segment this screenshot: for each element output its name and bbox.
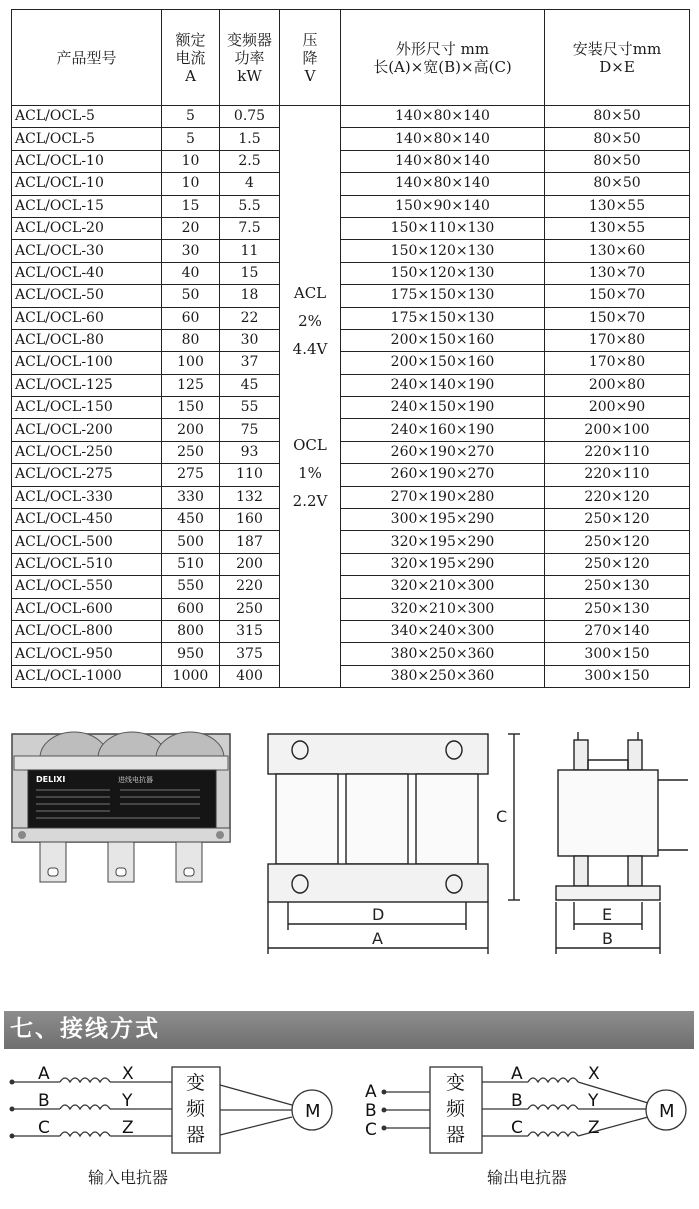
cell-model: ACL/OCL-500 <box>12 531 162 553</box>
cell-mount: 250×120 <box>545 509 690 531</box>
cell-mount: 150×70 <box>545 307 690 329</box>
input-label-y: Y <box>122 1091 133 1111</box>
cell-current: 330 <box>162 486 220 508</box>
input-label-a: A <box>38 1064 50 1084</box>
cell-mount: 170×80 <box>545 329 690 351</box>
cell-power: 7.5 <box>220 217 280 239</box>
cell-power: 0.75 <box>220 106 280 128</box>
cell-current: 60 <box>162 307 220 329</box>
cell-power: 200 <box>220 553 280 575</box>
cell-dims: 270×190×280 <box>341 486 545 508</box>
table-row <box>12 240 690 262</box>
spec-table <box>11 9 690 688</box>
output-inverter-char-3: 器 <box>446 1124 466 1146</box>
cell-mount: 220×120 <box>545 486 690 508</box>
cell-current: 450 <box>162 509 220 531</box>
cell-dims: 150×120×130 <box>341 262 545 284</box>
cell-current: 600 <box>162 598 220 620</box>
cell-power: 160 <box>220 509 280 531</box>
header-voltage: 压 降 V <box>280 10 341 106</box>
table-row <box>12 441 690 463</box>
brand-label: DELIXI <box>36 775 66 784</box>
cell-dims: 320×210×300 <box>341 576 545 598</box>
cell-power: 93 <box>220 441 280 463</box>
cell-dims: 200×150×160 <box>341 352 545 374</box>
cell-model: ACL/OCL-20 <box>12 217 162 239</box>
cell-current: 510 <box>162 553 220 575</box>
cell-model: ACL/OCL-80 <box>12 329 162 351</box>
input-inverter-char-2: 频 <box>186 1098 206 1120</box>
cell-model: ACL/OCL-200 <box>12 419 162 441</box>
side-view-drawing <box>556 732 688 954</box>
reactor-photo <box>12 732 230 882</box>
cell-mount: 300×150 <box>545 665 690 687</box>
cell-current: 80 <box>162 329 220 351</box>
cell-model: ACL/OCL-5 <box>12 106 162 128</box>
table-row <box>12 352 690 374</box>
cell-mount: 220×110 <box>545 464 690 486</box>
cell-model: ACL/OCL-60 <box>12 307 162 329</box>
cell-dims: 150×120×130 <box>341 240 545 262</box>
cell-power: 1.5 <box>220 128 280 150</box>
cell-current: 50 <box>162 285 220 307</box>
cell-model: ACL/OCL-15 <box>12 195 162 217</box>
cell-dims: 140×80×140 <box>341 128 545 150</box>
output-reactor-caption: 输出电抗器 <box>487 1168 568 1187</box>
table-row <box>12 509 690 531</box>
cell-current: 20 <box>162 217 220 239</box>
front-view-drawing <box>268 734 520 954</box>
cell-dims: 150×110×130 <box>341 217 545 239</box>
table-row <box>12 106 690 128</box>
cell-mount: 270×140 <box>545 620 690 642</box>
cell-model: ACL/OCL-550 <box>12 576 162 598</box>
output-inverter-char-1: 变 <box>446 1072 466 1094</box>
cell-current: 30 <box>162 240 220 262</box>
cell-dims: 200×150×160 <box>341 329 545 351</box>
cell-mount: 250×120 <box>545 531 690 553</box>
cell-current: 950 <box>162 643 220 665</box>
voltage-acl-pct: 2% <box>298 311 322 330</box>
cell-current: 15 <box>162 195 220 217</box>
header-model: 产品型号 <box>12 10 162 106</box>
cell-mount: 220×110 <box>545 441 690 463</box>
cell-mount: 130×60 <box>545 240 690 262</box>
dim-d-label: D <box>372 905 385 924</box>
cell-dims: 260×190×270 <box>341 464 545 486</box>
output-reactor-label-c: C <box>511 1118 523 1138</box>
input-inverter-char-3: 器 <box>186 1124 206 1146</box>
table-row <box>12 262 690 284</box>
cell-power: 220 <box>220 576 280 598</box>
cell-current: 800 <box>162 620 220 642</box>
cell-current: 5 <box>162 128 220 150</box>
input-label-z: Z <box>122 1118 134 1138</box>
cell-dims: 340×240×300 <box>341 620 545 642</box>
cell-dims: 140×80×140 <box>341 150 545 172</box>
table-row <box>12 598 690 620</box>
cell-dims: 320×195×290 <box>341 531 545 553</box>
cell-mount: 130×70 <box>545 262 690 284</box>
cell-dims: 140×80×140 <box>341 106 545 128</box>
input-label-x: X <box>122 1064 134 1084</box>
cell-dims: 240×140×190 <box>341 374 545 396</box>
cell-power: 315 <box>220 620 280 642</box>
cell-mount: 200×80 <box>545 374 690 396</box>
table-row <box>12 553 690 575</box>
cell-mount: 250×120 <box>545 553 690 575</box>
cell-current: 40 <box>162 262 220 284</box>
output-motor-label: M <box>659 1101 675 1122</box>
cell-power: 18 <box>220 285 280 307</box>
cell-mount: 80×50 <box>545 128 690 150</box>
table-row <box>12 620 690 642</box>
voltage-ocl-pct: 1% <box>298 463 322 482</box>
dim-a-label: A <box>372 929 383 948</box>
output-in-label-a: A <box>365 1082 377 1102</box>
cell-mount: 200×90 <box>545 397 690 419</box>
dim-c-label: C <box>496 807 508 826</box>
cell-model: ACL/OCL-330 <box>12 486 162 508</box>
table-row <box>12 173 690 195</box>
input-motor-label: M <box>305 1101 321 1122</box>
cell-dims: 300×195×290 <box>341 509 545 531</box>
output-reactor-label-y: Y <box>588 1091 599 1111</box>
cell-power: 22 <box>220 307 280 329</box>
cell-model: ACL/OCL-510 <box>12 553 162 575</box>
table-body <box>12 106 690 688</box>
cell-current: 125 <box>162 374 220 396</box>
output-reactor-label-x: X <box>588 1064 600 1084</box>
cell-power: 187 <box>220 531 280 553</box>
section-header-bar <box>4 1011 694 1049</box>
cell-power: 4 <box>220 173 280 195</box>
product-drawings <box>0 710 699 970</box>
output-in-label-b: B <box>365 1101 377 1121</box>
output-reactor-label-z: Z <box>588 1118 600 1138</box>
cell-model: ACL/OCL-5 <box>12 128 162 150</box>
output-reactor-label-b: B <box>511 1091 523 1111</box>
input-reactor-diagram <box>10 1064 333 1153</box>
cell-model: ACL/OCL-250 <box>12 441 162 463</box>
table-row <box>12 643 690 665</box>
voltage-acl-v: 4.4V <box>292 339 328 358</box>
table-row <box>12 419 690 441</box>
cell-mount: 250×130 <box>545 576 690 598</box>
cell-current: 1000 <box>162 665 220 687</box>
cell-mount: 80×50 <box>545 106 690 128</box>
cell-dims: 320×195×290 <box>341 553 545 575</box>
cell-mount: 200×100 <box>545 419 690 441</box>
cell-power: 55 <box>220 397 280 419</box>
voltage-ocl-name: OCL <box>293 435 327 454</box>
output-reactor-diagram <box>365 1064 686 1153</box>
cell-mount: 80×50 <box>545 173 690 195</box>
table-row <box>12 150 690 172</box>
cell-model: ACL/OCL-10 <box>12 150 162 172</box>
cell-model: ACL/OCL-40 <box>12 262 162 284</box>
cell-model: ACL/OCL-125 <box>12 374 162 396</box>
cell-power: 30 <box>220 329 280 351</box>
cell-current: 10 <box>162 173 220 195</box>
table-row <box>12 665 690 687</box>
cell-model: ACL/OCL-10 <box>12 173 162 195</box>
input-reactor-caption: 输入电抗器 <box>88 1168 169 1187</box>
voltage-spacer <box>280 363 340 431</box>
header-power: 变频器 功率 kW <box>220 10 280 106</box>
cell-dims: 175×150×130 <box>341 307 545 329</box>
output-in-label-c: C <box>365 1120 377 1140</box>
cell-power: 110 <box>220 464 280 486</box>
cell-model: ACL/OCL-100 <box>12 352 162 374</box>
header-current: 额定 电流 A <box>162 10 220 106</box>
cell-mount: 170×80 <box>545 352 690 374</box>
cell-model: ACL/OCL-30 <box>12 240 162 262</box>
cell-mount: 130×55 <box>545 217 690 239</box>
cell-dims: 175×150×130 <box>341 285 545 307</box>
cell-dims: 320×210×300 <box>341 598 545 620</box>
table-row <box>12 128 690 150</box>
cell-mount: 250×130 <box>545 598 690 620</box>
cell-dims: 240×150×190 <box>341 397 545 419</box>
cell-current: 5 <box>162 106 220 128</box>
cell-model: ACL/OCL-800 <box>12 620 162 642</box>
cell-model: ACL/OCL-450 <box>12 509 162 531</box>
cell-power: 400 <box>220 665 280 687</box>
cell-power: 375 <box>220 643 280 665</box>
cell-model: ACL/OCL-50 <box>12 285 162 307</box>
nameplate-title: 进线电抗器 <box>118 776 153 784</box>
cell-power: 250 <box>220 598 280 620</box>
cell-dims: 380×250×360 <box>341 665 545 687</box>
table-row <box>12 464 690 486</box>
output-inverter-char-2: 频 <box>446 1098 466 1120</box>
dim-b-label: B <box>602 929 613 948</box>
cell-power: 15 <box>220 262 280 284</box>
header-dims: 外形尺寸 mm 长(A)×宽(B)×高(C) <box>341 10 545 106</box>
table-row <box>12 374 690 396</box>
cell-power: 2.5 <box>220 150 280 172</box>
cell-power: 132 <box>220 486 280 508</box>
cell-current: 275 <box>162 464 220 486</box>
cell-model: ACL/OCL-950 <box>12 643 162 665</box>
cell-dims: 260×190×270 <box>341 441 545 463</box>
table-row <box>12 397 690 419</box>
table-row <box>12 195 690 217</box>
output-reactor-label-a: A <box>511 1064 523 1084</box>
table-row <box>12 307 690 329</box>
table-row <box>12 217 690 239</box>
cell-power: 5.5 <box>220 195 280 217</box>
table-row <box>12 576 690 598</box>
cell-current: 150 <box>162 397 220 419</box>
header-mount: 安装尺寸mm D×E <box>545 10 690 106</box>
input-label-c: C <box>38 1118 50 1138</box>
table-row <box>12 531 690 553</box>
cell-mount: 80×50 <box>545 150 690 172</box>
table-row <box>12 486 690 508</box>
cell-current: 200 <box>162 419 220 441</box>
cell-current: 550 <box>162 576 220 598</box>
input-label-b: B <box>38 1091 50 1111</box>
voltage-drop-cell <box>280 106 341 688</box>
table-row <box>12 329 690 351</box>
cell-mount: 130×55 <box>545 195 690 217</box>
table-row <box>12 285 690 307</box>
cell-model: ACL/OCL-275 <box>12 464 162 486</box>
table-header-row <box>12 10 690 106</box>
section-title: 七、接线方式 <box>10 1016 160 1042</box>
cell-current: 250 <box>162 441 220 463</box>
input-inverter-char-1: 变 <box>186 1072 206 1094</box>
cell-dims: 380×250×360 <box>341 643 545 665</box>
cell-current: 100 <box>162 352 220 374</box>
voltage-acl-name: ACL <box>293 283 327 302</box>
cell-dims: 240×160×190 <box>341 419 545 441</box>
dim-e-label: E <box>602 905 613 924</box>
cell-dims: 150×90×140 <box>341 195 545 217</box>
voltage-ocl-v: 2.2V <box>292 491 328 510</box>
cell-mount: 300×150 <box>545 643 690 665</box>
cell-model: ACL/OCL-1000 <box>12 665 162 687</box>
cell-power: 37 <box>220 352 280 374</box>
cell-power: 75 <box>220 419 280 441</box>
cell-dims: 140×80×140 <box>341 173 545 195</box>
cell-model: ACL/OCL-150 <box>12 397 162 419</box>
cell-current: 500 <box>162 531 220 553</box>
cell-mount: 150×70 <box>545 285 690 307</box>
cell-current: 10 <box>162 150 220 172</box>
cell-model: ACL/OCL-600 <box>12 598 162 620</box>
cell-power: 45 <box>220 374 280 396</box>
cell-power: 11 <box>220 240 280 262</box>
